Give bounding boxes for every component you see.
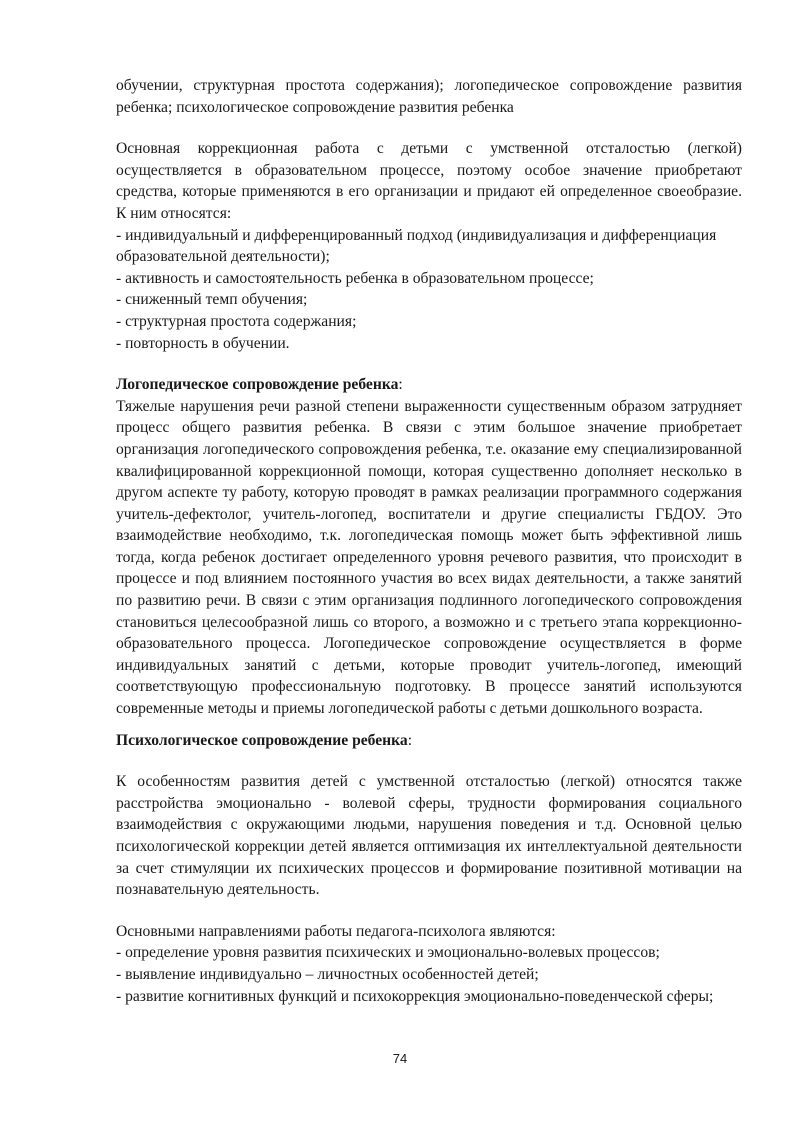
means-list <box>116 225 742 355</box>
list-item: - выявление индивидуально – личностных особенностей детей; <box>116 965 539 983</box>
list-item: - определение уровня развития психических и эмоционально-волевых процессов; <box>116 944 660 962</box>
list-item: - активность и самостоятельность ребенка в образовательном процессе; <box>116 269 594 287</box>
page-number: 74 <box>392 1051 408 1066</box>
page-content <box>116 75 742 1007</box>
psych-heading-colon: : <box>407 731 413 749</box>
speech-section-heading <box>116 374 742 396</box>
list-item: - индивидуальный и дифференцированный подход (индивидуализация и дифференциация образовательной деятельности); <box>116 226 717 266</box>
list-item: - повторность в обучении. <box>116 334 290 352</box>
intro-tail-paragraph: обучении, структурная простота содержания); логопедическое сопровождение развития ребенка; психологическое сопровождение развития ребенка <box>116 77 742 116</box>
psych-heading-text: Психологическое сопровождение ребенка <box>116 731 408 749</box>
speech-section-body: Тяжелые нарушения речи разной степени выраженности существенным образом затрудняет процесс общего развития ребенка. В связи с этим большое значение приобретает организация логопедического сопровождения ребенка, т.е. оказание ему специализированной квалифицированной коррекционной помощи, которая существенно дополняет несколько в другом аспекте ту работу, которую проводят в рамках реализации программного содержания учитель-дефектолог, учитель-логопед, воспитатели и другие специалисты ГБДОУ. Это взаимодействие необходимо, т.к. логопедическая помощь может быть эффективной лишь тогда, когда ребенок достигает определенного уровня речевого развития, что происходит в процессе и под влиянием постоянного участия во всех видах деятельности, а также занятий по развитию речи. В связи с этим организация подлинного логопедического сопровождения становиться целесообразной лишь со второго, а возможно и с третьего этапа коррекционно-образовательного процесса. Логопедическое сопровождение осуществляется в форме индивидуальных занятий с детьми, которые проводит учитель-логопед, имеющий соответствующую профессиональную подготовку. В процессе занятий используются современные методы и приемы логопедической работы с детьми дошкольного возраста. <box>116 397 742 718</box>
psych-directions-list <box>116 942 742 1007</box>
speech-heading-text: Логопедическое сопровождение ребенка <box>116 376 399 394</box>
list-item: - развитие когнитивных функций и психокоррекция эмоционально-поведенческой сферы; <box>116 987 714 1005</box>
psych-section-heading <box>116 730 742 752</box>
list-item: - структурная простота содержания; <box>116 312 357 330</box>
psych-directions-intro: Основными направлениями работы педагога-психолога являются: <box>116 922 556 940</box>
speech-heading-colon: : <box>398 376 403 394</box>
list-item: - сниженный темп обучения; <box>116 291 308 309</box>
psych-section-body: К особенностям развития детей с умственной отсталостью (легкой) относятся также расстройства эмоционально - волевой сферы, трудности формирования социального взаимодействия с окружающими людьми, нарушения поведения и т.д. Основной целью психологической коррекции детей является оптимизация их интеллектуальной деятельности за счет стимуляции их психических процессов и формирование позитивной мотивации на познавательную деятельность. <box>116 773 742 899</box>
correction-paragraph: Основная коррекционная работа с детьми с умственной отсталостью (легкой) осуществляется в образовательном процессе, поэтому особое значение приобретают средства, которые применяются в его организации и придают ей определенное своеобразие. К ним относятся: <box>116 140 742 222</box>
